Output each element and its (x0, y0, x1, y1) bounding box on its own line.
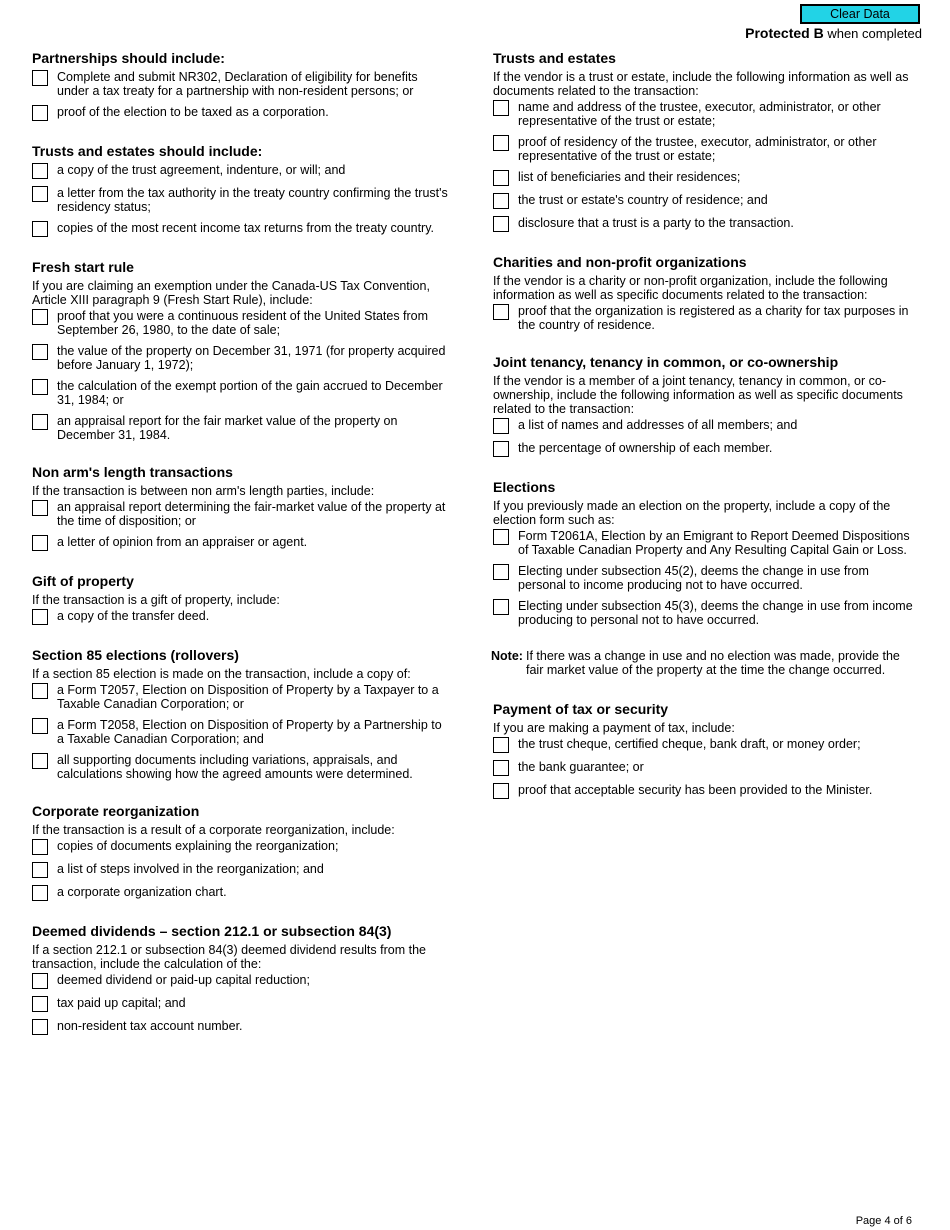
checklist-item (493, 783, 918, 799)
checklist-item (32, 221, 452, 237)
checklist-item-text: a copy of the transfer deed. (57, 609, 210, 623)
checkbox[interactable] (32, 344, 48, 360)
checkbox[interactable] (32, 885, 48, 901)
checklist-item-text: tax paid up capital; and (57, 996, 186, 1010)
checklist-item (493, 441, 918, 457)
section-non-arm-s-length-transactions (32, 464, 452, 551)
checkbox[interactable] (32, 163, 48, 179)
checklist-item (32, 163, 452, 179)
checklist-item (493, 599, 918, 627)
checklist-item (32, 718, 452, 746)
section-heading: Charities and non-profit organizations (493, 254, 747, 270)
section-intro: If a section 212.1 or subsection 84(3) deemed dividend results from the transaction, include the calculation of the: (32, 943, 426, 971)
checklist-item-text: a Form T2058, Election on Disposition of Property by a Partnership to a Taxable Canadian Corporation; and (57, 718, 442, 746)
section-heading: Partnerships should include: (32, 50, 225, 66)
protected-b-label (745, 26, 922, 41)
section-intro: If a section 85 election is made on the transaction, include a copy of: (32, 667, 411, 681)
checkbox[interactable] (32, 609, 48, 625)
section-partnerships-should-include (32, 50, 452, 121)
checkbox[interactable] (32, 862, 48, 878)
checklist-item-text: non-resident tax account number. (57, 1019, 243, 1033)
section-payment-of-tax-or-security (493, 701, 918, 799)
checklist-item-text: list of beneficiaries and their residences; (518, 170, 741, 184)
left-column (32, 50, 452, 1057)
section-heading: Deemed dividends – section 212.1 or subsection 84(3) (32, 923, 392, 939)
protected-b-suffix: when completed (823, 26, 922, 41)
note-label: Note: (491, 649, 523, 663)
note (491, 649, 918, 677)
checklist-item (32, 186, 452, 214)
checkbox[interactable] (493, 783, 509, 799)
checkbox[interactable] (493, 418, 509, 434)
section-heading: Trusts and estates (493, 50, 616, 66)
clear-data-button[interactable]: Clear Data (800, 4, 920, 24)
checklist-item-text: a list of steps involved in the reorganization; and (57, 862, 324, 876)
checklist-item-text: a Form T2057, Election on Disposition of Property by a Taxpayer to a Taxable Canadian Corporation; or (57, 683, 439, 711)
checklist-item-text: the trust cheque, certified cheque, bank draft, or money order; (518, 737, 861, 751)
checkbox[interactable] (32, 500, 48, 516)
checklist-item-text: copies of the most recent income tax returns from the treaty country. (57, 221, 435, 235)
checklist-item (32, 996, 452, 1012)
checklist-item (493, 170, 918, 186)
section-gift-of-property (32, 573, 452, 625)
checklist-item-text: an appraisal report determining the fair-market value of the property at the time of disposition; or (57, 500, 446, 528)
checkbox[interactable] (32, 996, 48, 1012)
checklist-item-text: a copy of the trust agreement, indenture, or will; and (57, 163, 346, 177)
checklist-item-text: proof of residency of the trustee, executor, administrator, or other representative of the trust or estate; (518, 135, 877, 163)
checkbox[interactable] (493, 564, 509, 580)
checkbox[interactable] (493, 304, 509, 320)
checklist-item (32, 862, 452, 878)
checklist-item-text: deemed dividend or paid-up capital reduction; (57, 973, 310, 987)
checklist-item-text: name and address of the trustee, executor, administrator, or other representative of the trust or estate; (518, 100, 881, 128)
checklist-item (493, 304, 918, 332)
checkbox[interactable] (493, 760, 509, 776)
section-heading: Trusts and estates should include: (32, 143, 263, 159)
checklist-item-text: proof of the election to be taxed as a corporation. (57, 105, 329, 119)
checklist-item (493, 193, 918, 209)
checklist-item (32, 609, 452, 625)
checklist-item-text: the percentage of ownership of each member. (518, 441, 773, 455)
section-heading: Corporate reorganization (32, 803, 200, 819)
checklist-item-text: all supporting documents including variations, appraisals, and calculations showing how the agreed amounts were determined. (57, 753, 413, 781)
checkbox[interactable] (32, 309, 48, 325)
section-section-85-elections-rollovers (32, 647, 452, 781)
section-intro: If the transaction is a gift of property, include: (32, 593, 280, 607)
checkbox[interactable] (32, 186, 48, 202)
checkbox[interactable] (493, 599, 509, 615)
checklist-item (493, 737, 918, 753)
checkbox[interactable] (32, 535, 48, 551)
checklist-item-text: disclosure that a trust is a party to the transaction. (518, 216, 794, 230)
checklist-item-text: the value of the property on December 31, 1971 (for property acquired before January 1, 1972); (57, 344, 446, 372)
checkbox[interactable] (32, 1019, 48, 1035)
checklist-item-text: the trust or estate's country of residence; and (518, 193, 768, 207)
checklist-item-text: a corporate organization chart. (57, 885, 227, 899)
checklist-item (32, 535, 452, 551)
checkbox[interactable] (32, 718, 48, 734)
checklist-item (32, 414, 452, 442)
section-corporate-reorganization (32, 803, 452, 901)
checklist-item-text: an appraisal report for the fair market value of the property on December 31, 1984. (57, 414, 398, 442)
section-elections (493, 479, 918, 627)
checklist-item (32, 379, 452, 407)
protected-b-bold: Protected B (745, 25, 824, 41)
section-heading: Section 85 elections (rollovers) (32, 647, 239, 663)
checklist-item (32, 885, 452, 901)
note-text: If there was a change in use and no election was made, provide the fair market value of the property at the time the change occurred. (526, 649, 900, 677)
section-heading: Non arm's length transactions (32, 464, 233, 480)
checklist-item (32, 500, 452, 528)
section-intro: If you previously made an election on the property, include a copy of the election form such as: (493, 499, 891, 527)
checklist-item-text: the bank guarantee; or (518, 760, 644, 774)
checklist-item-text: proof that acceptable security has been provided to the Minister. (518, 783, 873, 797)
section-heading: Elections (493, 479, 556, 495)
section-heading: Joint tenancy, tenancy in common, or co-ownership (493, 354, 839, 370)
checklist-item-text: Electing under subsection 45(2), deems the change in use from personal to income producing not to have occurred. (518, 564, 869, 592)
page-number: Page 4 of 6 (855, 1215, 912, 1227)
checklist-item (493, 529, 918, 557)
checkbox[interactable] (493, 529, 509, 545)
checkbox[interactable] (32, 414, 48, 430)
checklist-item-text: Form T2061A, Election by an Emigrant to Report Deemed Dispositions of Taxable Canadian Property and Any Resulting Capital Gain or Loss. (518, 529, 910, 557)
checkbox[interactable] (493, 193, 509, 209)
checkbox[interactable] (32, 221, 48, 237)
checkbox[interactable] (32, 105, 48, 121)
checklist-item-text: the calculation of the exempt portion of the gain accrued to December 31, 1984; or (57, 379, 443, 407)
checkbox[interactable] (32, 973, 48, 989)
section-trusts-and-estates (493, 50, 918, 232)
section-intro: If the vendor is a charity or non-profit organization, include the following information as well as specific documents related to the transaction: (493, 274, 888, 302)
right-column (493, 50, 918, 821)
checklist-item (32, 70, 452, 98)
checklist-item (32, 1019, 452, 1035)
checklist-item-text: a letter from the tax authority in the treaty country confirming the trust's residency status; (57, 186, 448, 214)
section-deemed-dividends-section-212-1-or-subsec (32, 923, 452, 1035)
checkbox[interactable] (493, 737, 509, 753)
section-heading: Fresh start rule (32, 259, 134, 275)
checklist-item-text: a list of names and addresses of all members; and (518, 418, 798, 432)
checklist-item (493, 760, 918, 776)
checkbox[interactable] (493, 216, 509, 232)
checklist-item (32, 344, 452, 372)
section-trusts-and-estates-should-include (32, 143, 452, 237)
section-intro: If the vendor is a member of a joint tenancy, tenancy in common, or co-ownership, include the following information as well as specific documents related to the transaction: (493, 374, 903, 416)
checkbox[interactable] (32, 70, 48, 86)
section-heading: Gift of property (32, 573, 134, 589)
checkbox[interactable] (493, 100, 509, 116)
checklist-item-text: proof that you were a continuous resident of the United States from September 26, 1980, to the date of sale; (57, 309, 429, 337)
section-intro: If the vendor is a trust or estate, include the following information as well as documents related to the transaction: (493, 70, 909, 98)
checklist-item (32, 683, 452, 711)
checklist-item (32, 839, 452, 855)
section-fresh-start-rule (32, 259, 452, 442)
checklist-item (493, 216, 918, 232)
checklist-item-text: a letter of opinion from an appraiser or agent. (57, 535, 308, 549)
checklist-item-text: copies of documents explaining the reorganization; (57, 839, 339, 853)
checklist-item (32, 105, 452, 121)
checklist-item (32, 973, 452, 989)
section-joint-tenancy-tenancy-in-common-or-co-ow (493, 354, 918, 457)
checkbox[interactable] (32, 683, 48, 699)
checklist-item (493, 135, 918, 163)
section-heading: Payment of tax or security (493, 701, 669, 717)
checklist-item-text: Complete and submit NR302, Declaration of eligibility for benefits under a tax treaty for a partnership with non-resident persons; or (57, 70, 418, 98)
checkbox[interactable] (493, 135, 509, 151)
checklist-item-text: Electing under subsection 45(3), deems the change in use from income producing to personal not to have occurred. (518, 599, 913, 627)
checklist-item (493, 418, 918, 434)
checkbox[interactable] (32, 753, 48, 769)
checkbox[interactable] (493, 441, 509, 457)
checklist-item (32, 309, 452, 337)
section-intro: If you are making a payment of tax, include: (493, 721, 735, 735)
section-intro: If the transaction is between non arm's length parties, include: (32, 484, 375, 498)
checkbox[interactable] (32, 379, 48, 395)
checklist-item (32, 753, 452, 781)
checkbox[interactable] (32, 839, 48, 855)
section-intro: If the transaction is a result of a corporate reorganization, include: (32, 823, 395, 837)
checklist-item-text: proof that the organization is registered as a charity for tax purposes in the country of residence. (518, 304, 909, 332)
section-intro: If you are claiming an exemption under the Canada-US Tax Convention, Article XIII paragraph 9 (Fresh Start Rule), include: (32, 279, 430, 307)
checklist-item (493, 564, 918, 592)
checkbox[interactable] (493, 170, 509, 186)
checklist-item (493, 100, 918, 128)
section-charities-and-non-profit-organizations (493, 254, 918, 332)
